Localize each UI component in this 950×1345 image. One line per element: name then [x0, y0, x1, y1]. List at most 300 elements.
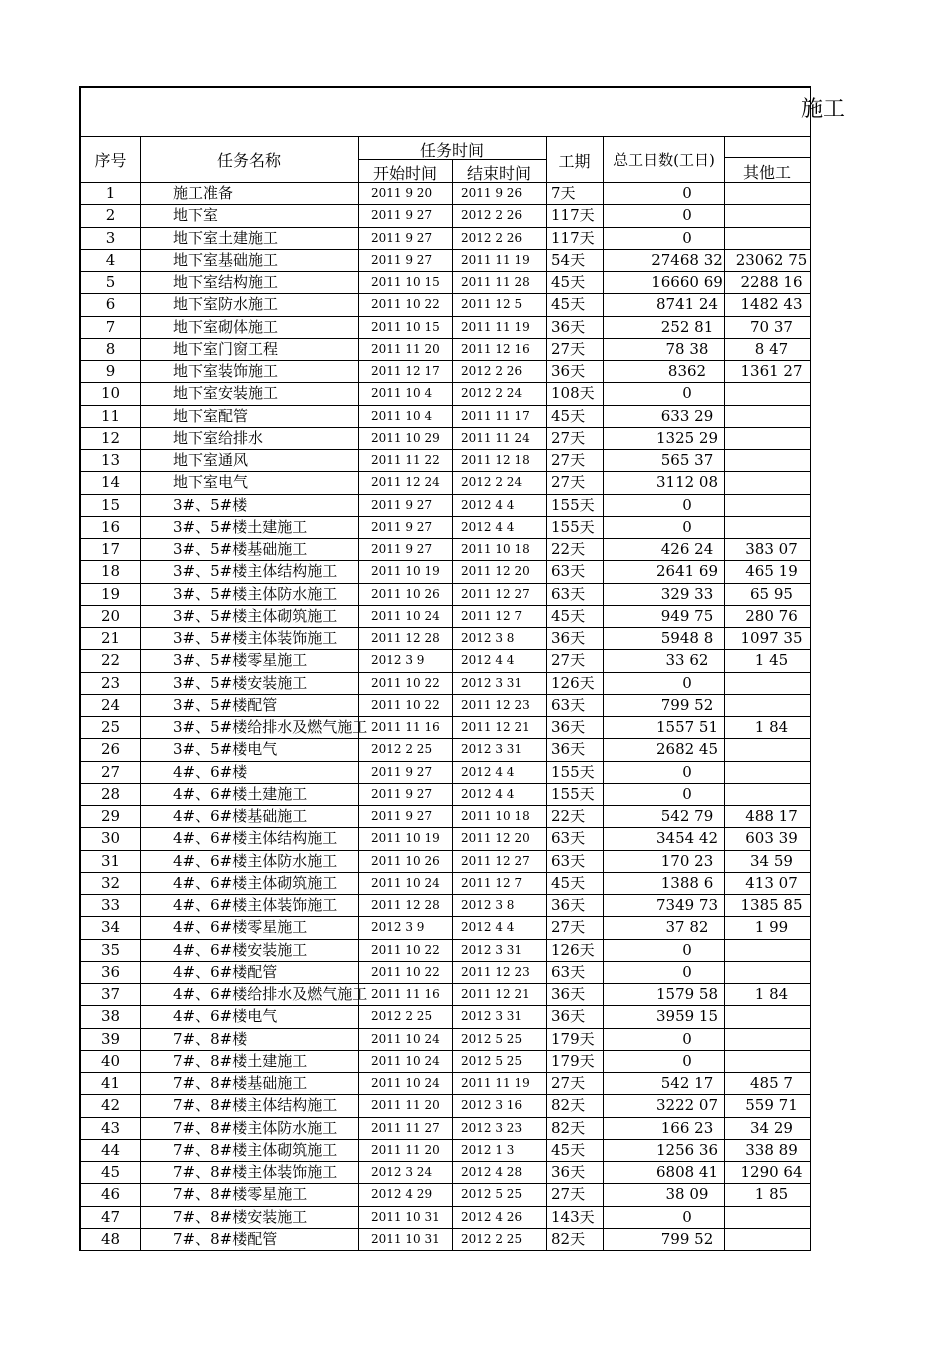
other-work-cell: 1097 35: [740, 629, 803, 647]
other-work-cell: 34 59: [750, 851, 793, 870]
table-row: [81, 1094, 810, 1116]
other-work-cell: [724, 427, 819, 449]
table-row: [81, 538, 810, 560]
seq-cell: 41: [100, 1074, 121, 1092]
total-workdays-cell: 0: [682, 962, 692, 981]
total-workdays-cell: 1256 36: [655, 1140, 719, 1159]
total-workdays-cell: 0: [682, 1051, 692, 1070]
end-time-cell: 2011 12 20: [461, 564, 530, 579]
other-work-cell: 338 89: [745, 1140, 798, 1159]
start-time-cell: 2012 2 25: [371, 742, 433, 757]
table-row: [81, 427, 810, 449]
task-name-cell: 地下室给排水: [173, 428, 264, 447]
total-workdays-cell: 37 82: [665, 918, 709, 937]
total-workdays-cell: 0: [682, 517, 692, 536]
task-name-cell: 4#、6#楼配管: [173, 962, 278, 981]
total-workdays-cell: 542 79: [660, 807, 714, 825]
duration-cell: 179天: [551, 1029, 595, 1048]
end-time-cell: 2011 11 19: [461, 319, 530, 334]
seq-cell: 15: [100, 495, 121, 514]
header-top-rule: [81, 136, 810, 137]
table-row: [81, 583, 810, 605]
other-work-cell: [724, 672, 819, 694]
duration-cell: 63天: [551, 695, 586, 714]
seq-cell: 2: [105, 206, 116, 225]
duration-cell: 27天: [551, 918, 586, 937]
duration-cell: 63天: [551, 562, 586, 581]
start-time-cell: 2011 9 27: [371, 230, 433, 245]
total-workdays-cell: 633 29: [660, 406, 714, 425]
end-time-cell: 2011 12 21: [461, 987, 530, 1001]
start-time-cell: 2011 10 19: [371, 564, 440, 579]
seq-cell: 46: [100, 1185, 121, 1204]
end-time-cell: 2011 12 16: [461, 341, 530, 356]
start-time-cell: 2011 9 27: [371, 208, 433, 223]
duration-cell: 45天: [551, 273, 586, 291]
start-time-cell: 2011 10 31: [371, 1231, 440, 1246]
task-name-cell: 7#、8#楼安装施工: [173, 1207, 308, 1226]
task-name-cell: 4#、6#楼主体砌筑施工: [173, 873, 338, 892]
seq-cell: 22: [100, 651, 121, 670]
task-name-cell: 3#、5#楼基础施工: [173, 540, 308, 558]
start-time-cell: 2011 11 20: [371, 1098, 440, 1113]
other-work-cell: [724, 1050, 819, 1072]
end-time-cell: 2012 5 25: [461, 1053, 523, 1068]
header-other: 其他工: [742, 163, 791, 182]
duration-cell: 36天: [551, 629, 586, 647]
task-name-cell: 地下室配管: [173, 406, 249, 425]
start-time-cell: 2011 9 27: [371, 786, 433, 801]
task-name-cell: 4#、6#楼安装施工: [173, 940, 308, 959]
task-name-cell: 地下室土建施工: [173, 228, 279, 247]
duration-cell: 27天: [551, 473, 586, 492]
other-work-cell: [724, 449, 819, 471]
end-time-cell: 2012 3 31: [461, 742, 523, 757]
duration-cell: 27天: [551, 428, 586, 447]
start-time-cell: 2011 10 19: [371, 831, 440, 846]
task-name-cell: 地下室结构施工: [173, 273, 279, 291]
task-name-cell: 7#、8#楼主体防水施工: [173, 1118, 338, 1137]
seq-cell: 23: [100, 673, 121, 692]
start-time-cell: 2011 12 24: [371, 475, 440, 490]
other-work-cell: 34 29: [750, 1118, 793, 1137]
end-time-cell: 2012 3 8: [461, 898, 515, 912]
end-time-cell: 2012 5 25: [461, 1031, 523, 1046]
duration-cell: 179天: [551, 1051, 595, 1070]
duration-cell: 36天: [551, 718, 586, 736]
total-workdays-cell: 8741 24: [655, 295, 719, 314]
duration-cell: 45天: [551, 295, 586, 314]
end-time-cell: 2012 2 26: [461, 230, 523, 245]
task-name-cell: 地下室门窗工程: [173, 339, 279, 358]
duration-cell: 27天: [551, 339, 586, 358]
start-time-cell: 2011 10 4: [371, 386, 433, 401]
end-time-cell: 2012 4 4: [461, 497, 515, 512]
task-name-cell: 3#、5#楼安装施工: [173, 673, 308, 692]
seq-cell: 18: [100, 562, 121, 581]
other-work-cell: 1482 43: [740, 295, 803, 314]
start-time-cell: 2011 10 24: [371, 1053, 440, 1068]
other-work-cell: 70 37: [750, 317, 793, 336]
end-time-cell: 2012 3 16: [461, 1098, 523, 1113]
total-workdays-cell: 0: [682, 762, 692, 781]
end-time-cell: 2012 3 31: [461, 1009, 523, 1024]
header-seq: 序号: [94, 151, 127, 170]
start-time-cell: 2011 12 28: [371, 631, 440, 645]
seq-cell: 35: [100, 940, 121, 959]
table-row: [81, 227, 810, 249]
total-workdays-cell: 565 37: [660, 451, 714, 469]
total-workdays-cell: 1557 51: [655, 718, 719, 736]
table-row: [81, 1117, 810, 1139]
table-row: [81, 649, 810, 671]
end-time-cell: 2011 12 21: [461, 720, 530, 734]
other-work-cell: [724, 182, 819, 204]
seq-cell: 4: [105, 250, 116, 269]
end-time-cell: 2011 10 18: [461, 809, 530, 823]
task-name-cell: 施工准备: [173, 184, 234, 202]
other-work-cell: 1 45: [754, 651, 789, 670]
task-name-cell: 4#、6#楼电气: [173, 1007, 278, 1026]
table-row: [81, 449, 810, 471]
end-time-cell: 2012 4 26: [461, 1209, 523, 1224]
table-row: [81, 1050, 810, 1072]
end-time-cell: 2012 4 4: [461, 764, 515, 779]
table-row: [81, 672, 810, 694]
total-workdays-cell: 170 23: [660, 851, 714, 870]
other-work-cell: 1 85: [754, 1185, 789, 1204]
table-row: [81, 1206, 810, 1228]
duration-cell: 54天: [551, 250, 586, 269]
table-row: [81, 916, 810, 938]
task-name-cell: 7#、8#楼土建施工: [173, 1051, 308, 1070]
start-time-cell: 2011 9 27: [371, 519, 433, 534]
total-workdays-cell: 0: [682, 940, 692, 959]
total-workdays-cell: 329 33: [660, 584, 714, 603]
end-time-cell: 2012 2 25: [461, 1231, 523, 1246]
start-time-cell: 2012 3 9: [371, 653, 425, 668]
table-row: [81, 560, 810, 582]
duration-cell: 45天: [551, 606, 586, 625]
task-name-cell: 4#、6#楼主体装饰施工: [173, 896, 338, 914]
table-row: [81, 805, 810, 827]
table-row: [81, 1228, 810, 1250]
other-work-cell: 488 17: [745, 807, 798, 825]
task-name-cell: 地下室安装施工: [173, 384, 279, 403]
other-work-cell: 383 07: [745, 540, 798, 558]
other-work-cell: 8 47: [754, 339, 789, 358]
other-work-cell: 2288 16: [740, 273, 803, 291]
total-workdays-cell: 0: [682, 206, 692, 225]
other-work-cell: 485 7: [750, 1074, 793, 1092]
start-time-cell: 2011 9 20: [371, 186, 433, 200]
duration-cell: 82天: [551, 1118, 586, 1137]
end-time-cell: 2011 12 27: [461, 586, 530, 601]
seq-cell: 14: [100, 473, 121, 492]
start-time-cell: 2011 10 24: [371, 608, 440, 623]
table-row: [81, 293, 810, 315]
start-time-cell: 2011 10 15: [371, 275, 440, 289]
duration-cell: 126天: [551, 940, 595, 959]
start-time-cell: 2011 9 27: [371, 809, 433, 823]
end-time-cell: 2012 4 4: [461, 653, 515, 668]
table-row: [81, 983, 810, 1005]
task-name-cell: 4#、6#楼主体防水施工: [173, 851, 338, 870]
duration-cell: 36天: [551, 740, 586, 759]
other-work-cell: 23062 75: [735, 250, 808, 269]
total-workdays-cell: 5948 8: [660, 629, 714, 647]
end-time-cell: 2011 11 24: [461, 430, 530, 445]
sheet-title: 施工: [801, 97, 846, 122]
duration-cell: 126天: [551, 673, 595, 692]
start-time-cell: 2011 10 22: [371, 675, 440, 690]
seq-cell: 1: [105, 184, 116, 202]
task-name-cell: 7#、8#楼基础施工: [173, 1074, 308, 1092]
total-workdays-cell: 0: [682, 784, 692, 803]
start-time-cell: 2012 3 9: [371, 920, 425, 935]
row-rule: [81, 1250, 810, 1251]
seq-cell: 34: [100, 918, 121, 937]
duration-cell: 155天: [551, 517, 595, 536]
header-task-time: 任务时间: [419, 141, 484, 160]
duration-cell: 36天: [551, 362, 586, 380]
end-time-cell: 2012 5 25: [461, 1187, 523, 1202]
total-workdays-cell: 3112 08: [655, 473, 719, 492]
other-work-cell: [724, 939, 819, 961]
end-time-cell: 2011 12 5: [461, 297, 523, 312]
duration-cell: 108天: [551, 384, 595, 403]
start-time-cell: 2011 10 24: [371, 1076, 440, 1090]
total-workdays-cell: 3959 15: [655, 1007, 719, 1026]
duration-cell: 155天: [551, 495, 595, 514]
table-row: [81, 382, 810, 404]
seq-cell: 39: [100, 1029, 121, 1048]
seq-cell: 10: [100, 384, 121, 403]
total-workdays-cell: 2682 45: [655, 740, 719, 759]
seq-cell: 29: [100, 807, 121, 825]
task-name-cell: 4#、6#楼土建施工: [173, 784, 308, 803]
task-name-cell: 4#、6#楼: [173, 762, 248, 781]
other-work-cell: [724, 961, 819, 983]
total-workdays-cell: 8362: [667, 362, 707, 380]
other-work-cell: [724, 471, 819, 493]
seq-cell: 44: [100, 1140, 121, 1159]
seq-cell: 45: [100, 1163, 121, 1181]
table-row: [81, 850, 810, 872]
end-time-cell: 2012 2 24: [461, 475, 523, 490]
table-row: [81, 516, 810, 538]
table-row: [81, 338, 810, 360]
total-workdays-cell: 0: [682, 228, 692, 247]
other-work-cell: 1 84: [754, 985, 789, 1003]
end-time-cell: 2012 3 8: [461, 631, 515, 645]
other-divider: [724, 157, 810, 158]
duration-cell: 36天: [551, 985, 586, 1003]
table-row: [81, 694, 810, 716]
table-row: [81, 605, 810, 627]
start-time-cell: 2011 12 28: [371, 898, 440, 912]
table-row: [81, 316, 810, 338]
seq-cell: 9: [105, 362, 116, 380]
seq-cell: 40: [100, 1051, 121, 1070]
start-time-cell: 2012 4 29: [371, 1187, 433, 1202]
total-workdays-cell: 1325 29: [655, 428, 719, 447]
other-work-cell: [724, 1005, 819, 1027]
duration-cell: 22天: [551, 807, 586, 825]
header-start: 开始时间: [372, 164, 437, 183]
task-name-cell: 3#、5#楼主体装饰施工: [173, 629, 338, 647]
start-time-cell: 2011 11 22: [371, 453, 440, 467]
table-row: [81, 872, 810, 894]
total-workdays-cell: 27468 32: [651, 250, 723, 269]
task-name-cell: 7#、8#楼零星施工: [173, 1185, 308, 1204]
seq-cell: 7: [105, 317, 116, 336]
duration-cell: 7天: [551, 184, 576, 202]
task-name-cell: 3#、5#楼给排水及燃气施工: [173, 718, 368, 736]
seq-cell: 26: [100, 740, 121, 759]
end-time-cell: 2011 12 18: [461, 453, 530, 467]
total-workdays-cell: 0: [682, 1207, 692, 1226]
other-work-cell: [724, 494, 819, 516]
start-time-cell: 2011 9 27: [371, 252, 433, 267]
total-workdays-cell: 0: [682, 384, 692, 403]
other-work-cell: [724, 227, 819, 249]
other-work-cell: [724, 1228, 819, 1250]
other-work-cell: [724, 382, 819, 404]
end-time-cell: 2011 11 19: [461, 252, 530, 267]
seq-cell: 30: [100, 829, 121, 848]
duration-cell: 27天: [551, 451, 586, 469]
table-row: [81, 738, 810, 760]
duration-cell: 45天: [551, 406, 586, 425]
start-time-cell: 2011 12 17: [371, 364, 440, 378]
start-time-cell: 2011 11 27: [371, 1120, 440, 1135]
other-work-cell: 1 84: [754, 718, 789, 736]
other-work-cell: 465 19: [745, 562, 798, 581]
start-time-cell: 2011 9 27: [371, 764, 433, 779]
duration-cell: 36天: [551, 317, 586, 336]
duration-cell: 22天: [551, 540, 586, 558]
other-work-cell: [724, 516, 819, 538]
table-row: [81, 249, 810, 271]
duration-cell: 36天: [551, 1163, 586, 1181]
total-workdays-cell: 0: [682, 495, 692, 514]
other-work-cell: 1385 85: [740, 896, 803, 914]
table-row: [81, 827, 810, 849]
end-time-cell: 2011 10 18: [461, 542, 530, 556]
table-row: [81, 1072, 810, 1094]
other-work-cell: [724, 204, 819, 226]
start-time-cell: 2011 9 27: [371, 497, 433, 512]
start-time-cell: 2011 10 22: [371, 297, 440, 312]
header-end: 结束时间: [466, 164, 531, 183]
task-name-cell: 4#、6#楼主体结构施工: [173, 829, 338, 848]
end-time-cell: 2011 11 19: [461, 1076, 530, 1090]
table-row: [81, 1005, 810, 1027]
table-row: [81, 939, 810, 961]
table-row: [81, 405, 810, 427]
duration-cell: 27天: [551, 651, 586, 670]
total-workdays-cell: 7349 73: [655, 896, 719, 914]
start-time-cell: 2011 10 29: [371, 430, 440, 445]
other-work-cell: [724, 738, 819, 760]
header-total: 总工日数(工日): [613, 151, 715, 169]
seq-cell: 31: [100, 851, 121, 870]
duration-cell: 27天: [551, 1074, 586, 1092]
seq-cell: 5: [105, 273, 116, 291]
seq-cell: 20: [100, 606, 121, 625]
task-name-cell: 7#、8#楼: [173, 1029, 248, 1048]
seq-cell: 11: [100, 406, 121, 425]
duration-cell: 45天: [551, 873, 586, 892]
seq-cell: 17: [100, 540, 121, 558]
start-time-cell: 2011 11 20: [371, 341, 440, 356]
end-time-cell: 2012 2 24: [461, 386, 523, 401]
other-work-cell: 280 76: [745, 606, 798, 625]
duration-cell: 63天: [551, 584, 586, 603]
start-time-cell: 2011 10 15: [371, 319, 440, 334]
other-work-cell: 1 99: [754, 918, 789, 937]
end-time-cell: 2012 2 26: [461, 208, 523, 223]
table-row: [81, 961, 810, 983]
other-work-cell: [724, 694, 819, 716]
duration-cell: 117天: [551, 206, 595, 225]
total-workdays-cell: 2641 69: [655, 562, 719, 581]
start-time-cell: 2011 10 24: [371, 875, 440, 890]
duration-cell: 155天: [551, 762, 595, 781]
total-workdays-cell: 542 17: [660, 1074, 714, 1092]
duration-cell: 36天: [551, 896, 586, 914]
total-workdays-cell: 1579 58: [655, 985, 719, 1003]
task-name-cell: 3#、5#楼主体砌筑施工: [173, 606, 338, 625]
end-time-cell: 2011 11 28: [461, 275, 530, 289]
end-time-cell: 2011 12 7: [461, 875, 523, 890]
end-time-cell: 2012 4 28: [461, 1165, 523, 1179]
seq-cell: 37: [100, 985, 121, 1003]
duration-cell: 63天: [551, 829, 586, 848]
total-workdays-cell: 252 81: [660, 317, 714, 336]
duration-cell: 63天: [551, 851, 586, 870]
seq-cell: 16: [100, 517, 121, 536]
end-time-cell: 2012 3 31: [461, 675, 523, 690]
other-work-cell: [724, 405, 819, 427]
end-time-cell: 2012 3 31: [461, 942, 523, 957]
seq-cell: 27: [100, 762, 121, 781]
total-workdays-cell: 1388 6: [660, 873, 714, 892]
start-time-cell: 2011 11 16: [371, 987, 440, 1001]
task-name-cell: 地下室装饰施工: [173, 362, 279, 380]
total-workdays-cell: 799 52: [660, 695, 714, 714]
task-name-cell: 7#、8#楼主体结构施工: [173, 1096, 338, 1115]
total-workdays-cell: 426 24: [660, 540, 714, 558]
task-name-cell: 3#、5#楼电气: [173, 740, 278, 759]
other-work-cell: [724, 1206, 819, 1228]
seq-cell: 28: [100, 784, 121, 803]
total-workdays-cell: 38 09: [665, 1185, 709, 1204]
task-name-cell: 地下室基础施工: [173, 250, 279, 269]
seq-cell: 33: [100, 896, 121, 914]
start-time-cell: 2011 11 20: [371, 1142, 440, 1157]
task-name-cell: 3#、5#楼: [173, 495, 248, 514]
task-name-cell: 3#、5#楼主体结构施工: [173, 562, 338, 581]
other-work-cell: [724, 783, 819, 805]
end-time-cell: 2011 9 26: [461, 186, 523, 200]
other-work-cell: 1290 64: [740, 1163, 803, 1181]
total-workdays-cell: 33 62: [665, 651, 709, 670]
table-row: [81, 1183, 810, 1205]
total-workdays-cell: 166 23: [660, 1118, 714, 1137]
table-row: [81, 471, 810, 493]
